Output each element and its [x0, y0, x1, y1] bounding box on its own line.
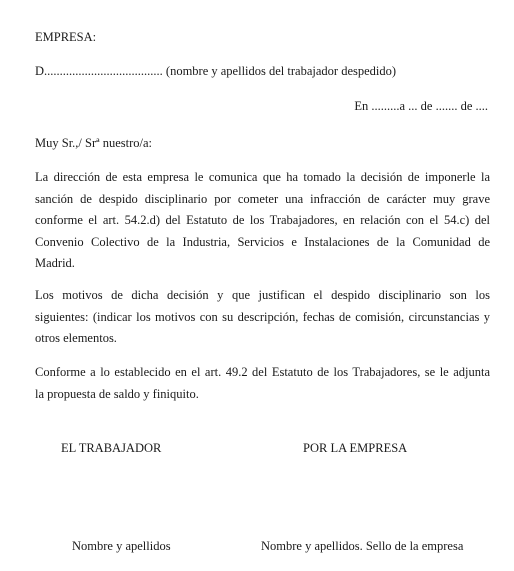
paragraph-decision — [35, 167, 490, 275]
recipient-line: D...................................... (nombre y apellidos del trabajador despedido) — [35, 64, 397, 78]
paragraph-line: siguientes: (indicar los motivos con su descripción, fechas de comisión, circunstancias y — [35, 309, 490, 324]
paragraph-line: la propuesta de saldo y finiquito. — [35, 386, 199, 401]
signature-name-company: Nombre y apellidos. Sello de la empresa — [261, 539, 464, 553]
paragraph-settlement — [35, 362, 490, 405]
paragraph-reasons — [35, 285, 490, 350]
date-line: En .........a ... de ....... de .... — [354, 99, 488, 113]
signature-title-worker: EL TRABAJADOR — [61, 441, 162, 455]
paragraph-line: Los motivos de dicha decisión y que justifican el despido disciplinario son los — [35, 288, 490, 302]
salutation: Muy Sr.,/ Srª nuestro/a: — [35, 136, 152, 150]
signature-name-worker: Nombre y apellidos — [72, 539, 171, 553]
paragraph-line: otros elementos. — [35, 331, 117, 345]
paragraph-line: La dirección de esta empresa le comunica que ha tomado la decisión de imponerle la — [35, 170, 490, 184]
paragraph-line: conforme el art. 54.2.d) del Estatuto de los Trabajadores, en relación con el 54.c) del — [35, 213, 490, 227]
paragraph-line: sanción de despido disciplinario por cometer una infracción de carácter muy grave — [35, 191, 490, 206]
paragraph-line: Convenio Colectivo de la Industria, Servicios e Instalaciones de la Comunidad de — [35, 234, 490, 249]
paragraph-line: Madrid. — [35, 256, 75, 270]
empresa-label: EMPRESA: — [35, 30, 97, 44]
paragraph-line: Conforme a lo establecido en el art. 49.2 del Estatuto de los Trabajadores, se le adjunta — [35, 365, 490, 379]
signature-title-company: POR LA EMPRESA — [303, 441, 408, 455]
